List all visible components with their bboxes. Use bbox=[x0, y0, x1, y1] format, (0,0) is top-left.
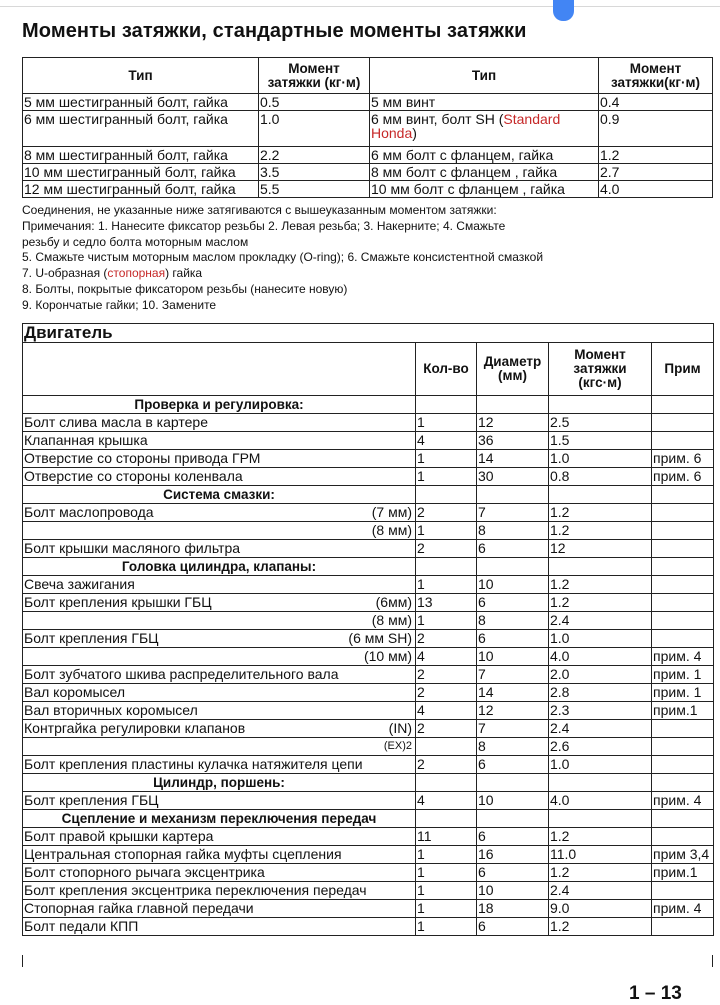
cell: 8 мм болт с фланцем , гайка bbox=[370, 164, 599, 181]
header-type-2: Тип bbox=[370, 58, 599, 94]
diameter-cell: 8 bbox=[477, 738, 549, 756]
part-cell bbox=[23, 702, 416, 720]
part-cell bbox=[23, 450, 416, 468]
note-cell: прим. 1 bbox=[652, 684, 714, 702]
empty-cell bbox=[477, 558, 549, 576]
note-line: 8. Болты, покрытые фиксатором резьбы (нанесите новую) bbox=[22, 281, 348, 296]
empty-cell bbox=[652, 810, 714, 828]
empty-cell bbox=[416, 486, 477, 504]
note-cell bbox=[652, 630, 714, 648]
note-cell bbox=[652, 720, 714, 738]
qty-cell: 1 bbox=[416, 450, 477, 468]
table-row bbox=[23, 720, 714, 738]
torque-cell: 2.4 bbox=[549, 720, 652, 738]
part-name: Контргайка регулировки клапанов bbox=[24, 720, 246, 736]
cell: 12 мм шестигранный болт, гайка bbox=[23, 181, 259, 198]
diameter-cell: 12 bbox=[477, 414, 549, 432]
part-cell bbox=[23, 828, 416, 846]
size-label: (EX)2 bbox=[383, 740, 412, 752]
cell: 8 мм шестигранный болт, гайка bbox=[23, 147, 259, 164]
part-cell bbox=[23, 684, 416, 702]
cell: 10 мм шестигранный болт, гайка bbox=[23, 164, 259, 181]
part-cell bbox=[23, 918, 416, 936]
cell: 0.5 bbox=[259, 94, 370, 111]
note-cell: прим 3,4 bbox=[652, 846, 714, 864]
table-row bbox=[23, 630, 714, 648]
cell bbox=[370, 111, 599, 147]
diameter-cell: 10 bbox=[477, 882, 549, 900]
qty-cell: 2 bbox=[416, 756, 477, 774]
part-name: Клапанная крышка bbox=[24, 432, 148, 448]
table-row bbox=[23, 864, 714, 882]
torque-cell: 12 bbox=[549, 540, 652, 558]
part-cell bbox=[23, 522, 416, 540]
diameter-cell: 16 bbox=[477, 846, 549, 864]
part-name: Болт слива масла в картере bbox=[24, 414, 208, 430]
part-name: Центральная стопорная гайка муфты сцепления bbox=[24, 846, 342, 862]
part-name: Вал вторичных коромысел bbox=[24, 702, 198, 718]
torque-cell: 11.0 bbox=[549, 846, 652, 864]
section-title: Сцепление и механизм переключения передач bbox=[23, 810, 416, 828]
table-row bbox=[23, 164, 713, 181]
cell: 3.5 bbox=[259, 164, 370, 181]
page-number: 1 – 13 bbox=[629, 983, 682, 1004]
torque-cell: 2.0 bbox=[549, 666, 652, 684]
part-name: Болт крепления крышки ГБЦ bbox=[24, 594, 212, 610]
empty-cell bbox=[477, 810, 549, 828]
cell: 6 мм болт с фланцем, гайка bbox=[370, 147, 599, 164]
qty-cell: 13 bbox=[416, 594, 477, 612]
part-name: Болт крепления ГБЦ bbox=[24, 630, 159, 646]
part-cell bbox=[23, 414, 416, 432]
cell: 2.2 bbox=[259, 147, 370, 164]
note-cell bbox=[652, 756, 714, 774]
qty-cell: 2 bbox=[416, 684, 477, 702]
note-cell bbox=[652, 414, 714, 432]
qty-cell: 4 bbox=[416, 702, 477, 720]
table-row bbox=[23, 181, 713, 198]
torque-cell: 4.0 bbox=[549, 648, 652, 666]
qty-cell: 2 bbox=[416, 720, 477, 738]
empty-cell bbox=[652, 558, 714, 576]
table-row bbox=[23, 594, 714, 612]
qty-cell: 4 bbox=[416, 648, 477, 666]
note-cell: прим. 4 bbox=[652, 900, 714, 918]
torque-cell: 2.6 bbox=[549, 738, 652, 756]
table-row bbox=[23, 918, 714, 936]
table-row bbox=[23, 846, 714, 864]
table-row bbox=[23, 684, 714, 702]
note-line: Примечания: 1. Нанесите фиксатор резьбы 2. Левая резьба; 3. Накерните; 4. Смажьте bbox=[22, 218, 506, 233]
part-name: Болт зубчатого шкива распределительного вала bbox=[24, 666, 339, 682]
table-title-row bbox=[23, 324, 714, 343]
torque-cell: 4.0 bbox=[549, 792, 652, 810]
note-text: ) гайка bbox=[165, 266, 203, 281]
torque-cell: 1.0 bbox=[549, 630, 652, 648]
part-cell bbox=[23, 612, 416, 630]
header-type: Тип bbox=[23, 58, 259, 94]
empty-cell bbox=[652, 774, 714, 792]
table-title: Двигатель bbox=[23, 324, 714, 343]
section-row bbox=[23, 558, 714, 576]
size-label: (IN) bbox=[388, 720, 412, 736]
empty-cell bbox=[416, 396, 477, 414]
empty-cell bbox=[549, 810, 652, 828]
cell: 2.7 bbox=[599, 164, 713, 181]
diameter-cell: 8 bbox=[477, 522, 549, 540]
cell: 1.0 bbox=[259, 111, 370, 147]
cell-text: 6 мм винт, болт SH ( bbox=[371, 111, 504, 127]
qty-cell: 4 bbox=[416, 432, 477, 450]
scroll-handle[interactable] bbox=[553, 0, 574, 21]
table-row bbox=[23, 792, 714, 810]
part-name: Болт крепления эксцентрика переключения передач bbox=[24, 882, 367, 898]
qty-cell: 2 bbox=[416, 630, 477, 648]
torque-cell: 2.4 bbox=[549, 882, 652, 900]
section-title: Цилиндр, поршень: bbox=[23, 774, 416, 792]
section-title: Проверка и регулировка: bbox=[23, 396, 416, 414]
table-row bbox=[23, 450, 714, 468]
qty-cell: 1 bbox=[416, 612, 477, 630]
red-text: Standard Honda bbox=[371, 111, 561, 141]
section-title: Система смазки: bbox=[23, 486, 416, 504]
diameter-cell: 7 bbox=[477, 666, 549, 684]
header-torque: Момент затяжки (кг·м) bbox=[259, 58, 370, 94]
part-cell bbox=[23, 468, 416, 486]
torque-cell: 1.0 bbox=[549, 756, 652, 774]
qty-cell: 4 bbox=[416, 792, 477, 810]
empty-cell bbox=[416, 810, 477, 828]
empty-cell bbox=[652, 396, 714, 414]
diameter-cell: 14 bbox=[477, 450, 549, 468]
part-name: Болт крепления пластины кулачка натяжителя цепи bbox=[24, 756, 363, 772]
column-header: Кол-во bbox=[416, 343, 477, 396]
table-header-row bbox=[23, 343, 714, 396]
header-torque-2: Момент затяжки(кг·м) bbox=[599, 58, 713, 94]
notes-block bbox=[22, 203, 712, 314]
cell: 6 мм шестигранный болт, гайка bbox=[23, 111, 259, 147]
note-cell bbox=[652, 594, 714, 612]
table-edge bbox=[712, 955, 713, 967]
empty-cell bbox=[416, 774, 477, 792]
note-line: резьбу и седло болта моторным маслом bbox=[22, 234, 249, 249]
note-cell: прим. 4 bbox=[652, 792, 714, 810]
table-row bbox=[23, 702, 714, 720]
table-row bbox=[23, 828, 714, 846]
note-cell bbox=[652, 522, 714, 540]
table-header-row bbox=[23, 58, 713, 94]
diameter-cell: 6 bbox=[477, 828, 549, 846]
table-row bbox=[23, 648, 714, 666]
part-name: Отверстие со стороны коленвала bbox=[24, 468, 243, 484]
size-label: (10 мм) bbox=[363, 648, 412, 664]
note-line bbox=[22, 266, 712, 282]
note-line: Соединения, не указанные ниже затягиваются с вышеуказанным моментом затяжки: bbox=[22, 203, 497, 217]
empty-cell bbox=[652, 486, 714, 504]
diameter-cell: 10 bbox=[477, 576, 549, 594]
empty-cell bbox=[477, 774, 549, 792]
section-title: Головка цилиндра, клапаны: bbox=[23, 558, 416, 576]
note-cell: прим. 6 bbox=[652, 450, 714, 468]
torque-cell: 0.8 bbox=[549, 468, 652, 486]
torque-cell: 1.2 bbox=[549, 828, 652, 846]
torque-cell: 2.4 bbox=[549, 612, 652, 630]
part-cell bbox=[23, 864, 416, 882]
part-cell bbox=[23, 504, 416, 522]
size-label: (7 мм) bbox=[371, 504, 412, 520]
table-row bbox=[23, 540, 714, 558]
diameter-cell: 6 bbox=[477, 864, 549, 882]
part-cell bbox=[23, 540, 416, 558]
torque-cell: 1.2 bbox=[549, 504, 652, 522]
qty-cell: 2 bbox=[416, 666, 477, 684]
table-row bbox=[23, 666, 714, 684]
diameter-cell: 10 bbox=[477, 792, 549, 810]
part-cell bbox=[23, 882, 416, 900]
part-name: Болт маслопровода bbox=[24, 504, 154, 520]
note-cell bbox=[652, 432, 714, 450]
torque-cell: 1.2 bbox=[549, 594, 652, 612]
part-name: Отверстие со стороны привода ГРМ bbox=[24, 450, 261, 466]
part-name: Свеча зажигания bbox=[24, 576, 135, 592]
cell: 1.2 bbox=[599, 147, 713, 164]
torque-cell: 2.5 bbox=[549, 414, 652, 432]
section-row bbox=[23, 396, 714, 414]
cell: 0.4 bbox=[599, 94, 713, 111]
part-cell bbox=[23, 792, 416, 810]
column-header: Момент затяжки (кгс·м) bbox=[549, 343, 652, 396]
qty-cell: 1 bbox=[416, 864, 477, 882]
part-cell bbox=[23, 666, 416, 684]
qty-cell: 1 bbox=[416, 846, 477, 864]
part-name: Болт стопорного рычага эксцентрика bbox=[24, 864, 265, 880]
note-cell bbox=[652, 828, 714, 846]
qty-cell bbox=[416, 738, 477, 756]
diameter-cell: 6 bbox=[477, 594, 549, 612]
diameter-cell: 36 bbox=[477, 432, 549, 450]
top-divider bbox=[0, 6, 720, 7]
table-row bbox=[23, 468, 714, 486]
note-line: 5. Смажьте чистым моторным маслом прокладку (O-ring); 6. Смажьте консистентной смазкой bbox=[22, 250, 544, 265]
table-row bbox=[23, 111, 713, 147]
header-blank bbox=[23, 343, 416, 396]
cell: 4.0 bbox=[599, 181, 713, 198]
standard-torque-table bbox=[22, 57, 713, 198]
diameter-cell: 7 bbox=[477, 720, 549, 738]
table-row bbox=[23, 94, 713, 111]
part-cell bbox=[23, 432, 416, 450]
note-cell: прим.1 bbox=[652, 702, 714, 720]
qty-cell: 1 bbox=[416, 414, 477, 432]
size-label: (6мм) bbox=[375, 594, 412, 610]
table-row bbox=[23, 900, 714, 918]
section-row bbox=[23, 774, 714, 792]
size-label: (6 мм SH) bbox=[348, 630, 412, 646]
part-name: Вал коромысел bbox=[24, 684, 126, 700]
diameter-cell: 7 bbox=[477, 504, 549, 522]
qty-cell: 2 bbox=[416, 504, 477, 522]
part-name: Стопорная гайка главной передачи bbox=[24, 900, 254, 916]
qty-cell: 11 bbox=[416, 828, 477, 846]
qty-cell: 1 bbox=[416, 918, 477, 936]
empty-cell bbox=[477, 486, 549, 504]
qty-cell: 1 bbox=[416, 522, 477, 540]
note-cell: прим. 6 bbox=[652, 468, 714, 486]
qty-cell: 2 bbox=[416, 540, 477, 558]
torque-cell: 2.3 bbox=[549, 702, 652, 720]
size-label: (8 мм) bbox=[371, 612, 412, 628]
note-cell: прим. 4 bbox=[652, 648, 714, 666]
part-cell bbox=[23, 900, 416, 918]
table-row bbox=[23, 612, 714, 630]
note-cell bbox=[652, 612, 714, 630]
table-row bbox=[23, 504, 714, 522]
section-row bbox=[23, 810, 714, 828]
diameter-cell: 10 bbox=[477, 648, 549, 666]
torque-cell: 1.2 bbox=[549, 864, 652, 882]
page-title: Моменты затяжки, стандартные моменты затяжки bbox=[22, 20, 527, 42]
cell: 5 мм шестигранный болт, гайка bbox=[23, 94, 259, 111]
torque-cell: 1.2 bbox=[549, 576, 652, 594]
note-line: 9. Корончатые гайки; 10. Замените bbox=[22, 297, 217, 312]
table-edge bbox=[22, 955, 23, 967]
qty-cell: 1 bbox=[416, 900, 477, 918]
table-row bbox=[23, 432, 714, 450]
table-row bbox=[23, 414, 714, 432]
column-header: Диаметр (мм) bbox=[477, 343, 549, 396]
part-cell bbox=[23, 630, 416, 648]
column-header: Прим bbox=[652, 343, 714, 396]
diameter-cell: 18 bbox=[477, 900, 549, 918]
part-cell bbox=[23, 594, 416, 612]
torque-cell: 1.2 bbox=[549, 918, 652, 936]
note-cell: прим.1 bbox=[652, 864, 714, 882]
note-cell bbox=[652, 918, 714, 936]
cell: 5.5 bbox=[259, 181, 370, 198]
qty-cell: 1 bbox=[416, 468, 477, 486]
torque-cell: 1.5 bbox=[549, 432, 652, 450]
table-row bbox=[23, 576, 714, 594]
red-text: стопорная bbox=[107, 266, 166, 281]
part-name: Болт крышки масляного фильтра bbox=[24, 540, 241, 556]
cell: 10 мм болт с фланцем , гайка bbox=[370, 181, 599, 198]
torque-cell: 2.8 bbox=[549, 684, 652, 702]
note-cell bbox=[652, 576, 714, 594]
empty-cell bbox=[477, 396, 549, 414]
empty-cell bbox=[549, 558, 652, 576]
empty-cell bbox=[549, 486, 652, 504]
part-name: Болт крепления ГБЦ bbox=[24, 792, 159, 808]
note-cell: прим. 1 bbox=[652, 666, 714, 684]
table-row bbox=[23, 522, 714, 540]
torque-cell: 1.2 bbox=[549, 522, 652, 540]
qty-cell: 1 bbox=[416, 576, 477, 594]
diameter-cell: 30 bbox=[477, 468, 549, 486]
diameter-cell: 6 bbox=[477, 540, 549, 558]
cell: 5 мм винт bbox=[370, 94, 599, 111]
part-cell bbox=[23, 756, 416, 774]
table-row bbox=[23, 147, 713, 164]
note-cell bbox=[652, 540, 714, 558]
part-name: Болт правой крышки картера bbox=[24, 828, 214, 844]
table-row bbox=[23, 882, 714, 900]
note-cell bbox=[652, 504, 714, 522]
diameter-cell: 6 bbox=[477, 630, 549, 648]
cell: 0.9 bbox=[599, 111, 713, 147]
engine-torque-table bbox=[22, 323, 714, 936]
note-text: 7. U-образная ( bbox=[22, 266, 108, 281]
diameter-cell: 6 bbox=[477, 756, 549, 774]
empty-cell bbox=[549, 396, 652, 414]
part-cell bbox=[23, 738, 416, 756]
cell-text: ) bbox=[412, 125, 417, 141]
empty-cell bbox=[549, 774, 652, 792]
part-cell bbox=[23, 720, 416, 738]
table-row bbox=[23, 756, 714, 774]
diameter-cell: 6 bbox=[477, 918, 549, 936]
diameter-cell: 8 bbox=[477, 612, 549, 630]
table-row bbox=[23, 738, 714, 756]
diameter-cell: 12 bbox=[477, 702, 549, 720]
part-name: Болт педали КПП bbox=[24, 918, 139, 934]
qty-cell: 1 bbox=[416, 882, 477, 900]
note-cell bbox=[652, 738, 714, 756]
diameter-cell: 14 bbox=[477, 684, 549, 702]
section-row bbox=[23, 486, 714, 504]
torque-cell: 9.0 bbox=[549, 900, 652, 918]
size-label: (8 мм) bbox=[371, 522, 412, 538]
empty-cell bbox=[416, 558, 477, 576]
part-cell bbox=[23, 576, 416, 594]
part-cell bbox=[23, 648, 416, 666]
torque-cell: 1.0 bbox=[549, 450, 652, 468]
part-cell bbox=[23, 846, 416, 864]
note-cell bbox=[652, 882, 714, 900]
